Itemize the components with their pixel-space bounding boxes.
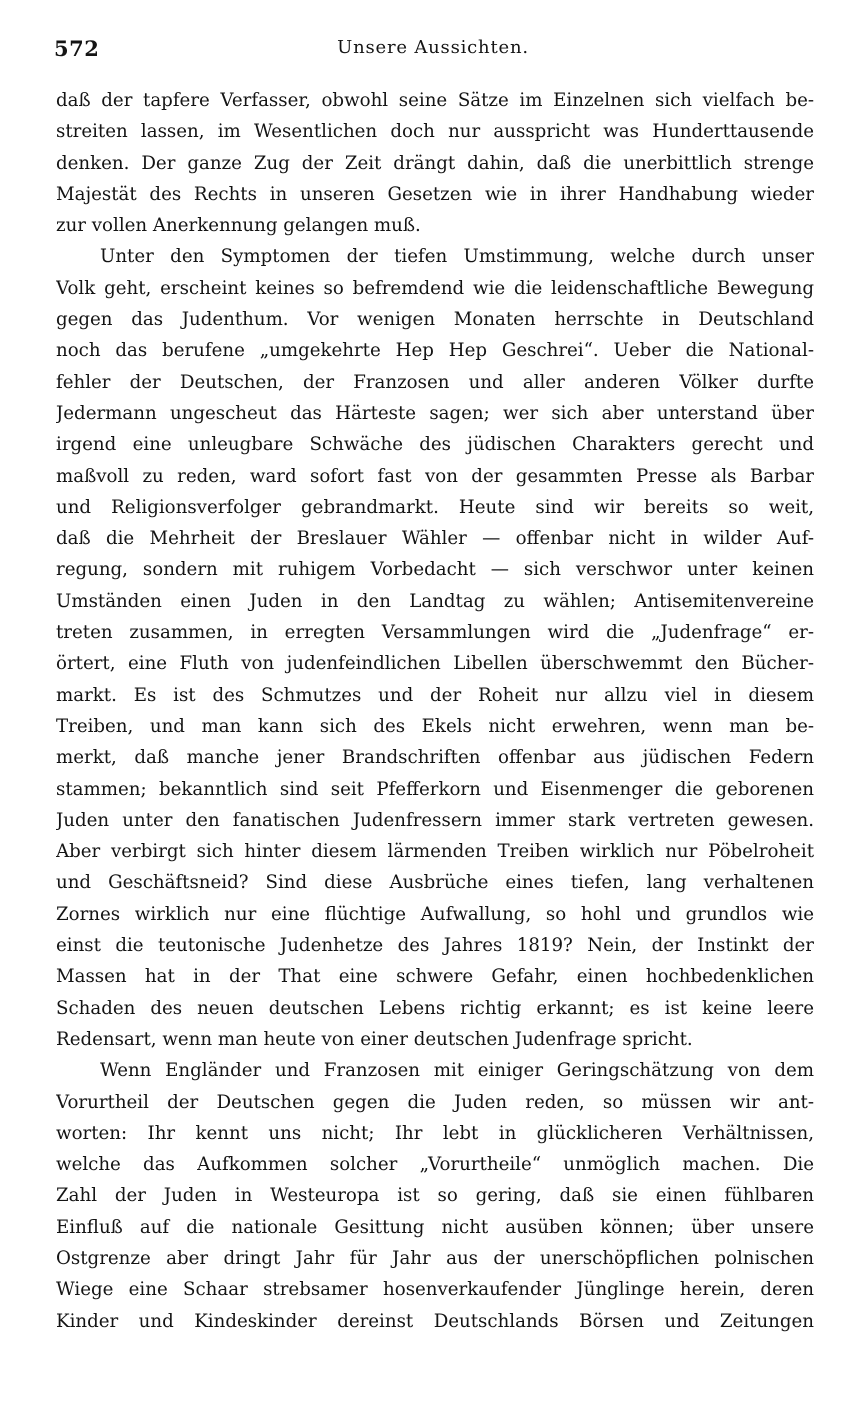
text-line: Redensart, wenn man heute von einer deutschen Judenfrage spricht. — [56, 1028, 693, 1050]
text-line: Einfluß auf die nationale Gesittung nicht ausüben können; über unsere — [56, 1216, 814, 1238]
text-line: Zornes wirklich nur eine flüchtige Aufwallung, so hohl und grundlos wie — [56, 903, 814, 925]
text-line: und Religionsverfolger gebrandmarkt. Heute sind wir bereits so weit, — [56, 496, 814, 518]
text-line: Unter den Symptomen der tiefen Umstimmung, welche durch unser — [100, 246, 814, 268]
text-line: Kinder und Kindeskinder dereinst Deutschlands Börsen und Zeitungen — [56, 1310, 814, 1332]
text-line: markt. Es ist des Schmutzes und der Roheit nur allzu viel in diesem — [56, 684, 814, 706]
text-line: maßvoll zu reden, ward sofort fast von der gesammten Presse als Barbar — [56, 465, 814, 487]
running-title: Unsere Aussichten. — [337, 37, 529, 58]
text-line: noch das berufene „umgekehrte Hep Hep Geschrei“. Ueber die National- — [56, 340, 814, 362]
text-line: treten zusammen, in erregten Versammlungen wird die „Judenfrage“ er- — [56, 622, 814, 644]
text-line: Jedermann ungescheut das Härteste sagen; wer sich aber unterstand über — [56, 402, 814, 424]
body-text — [56, 85, 814, 1337]
text-line: einst die teutonische Judenhetze des Jahres 1819? Nein, der Instinkt der — [56, 935, 814, 957]
page-header — [54, 30, 812, 70]
text-line: regung, sondern mit ruhigem Vorbedacht — sich verschwor unter keinen — [56, 559, 814, 581]
text-line: Zahl der Juden in Westeuropa ist so gering, daß sie einen fühlbaren — [56, 1185, 814, 1207]
text-line: daß der tapfere Verfasser, obwohl seine Sätze im Einzelnen sich vielfach be- — [56, 90, 814, 111]
text-line: Volk geht, erscheint keines so befremdend wie die leidenschaftliche Bewegung — [56, 277, 814, 299]
text-line: Juden unter den fanatischen Judenfressern immer stark vertreten gewesen. — [56, 809, 814, 831]
text-line: Umständen einen Juden in den Landtag zu wählen; Antisemitenvereine — [56, 590, 814, 612]
text-line: daß die Mehrheit der Breslauer Wähler — offenbar nicht in wilder Auf- — [56, 528, 814, 550]
text-line: irgend eine unleugbare Schwäche des jüdischen Charakters gerecht und — [56, 434, 814, 456]
text-line: gegen das Judenthum. Vor wenigen Monaten herrschte in Deutschland — [56, 309, 814, 331]
text-line: Wenn Engländer und Franzosen mit einiger Geringschätzung von dem — [100, 1060, 814, 1082]
text-line: worten: Ihr kennt uns nicht; Ihr lebt in glücklicheren Verhältnissen, — [56, 1122, 814, 1144]
text-line: fehler der Deutschen, der Franzosen und aller anderen Völker durfte — [56, 371, 814, 393]
text-line: Wiege eine Schaar strebsamer hosenverkaufender Jünglinge herein, deren — [56, 1279, 814, 1301]
text-line: Aber verbirgt sich hinter diesem lärmenden Treiben wirklich nur Pöbelroheit — [56, 841, 814, 863]
page-number: 572 — [54, 36, 100, 61]
text-line: Vorurtheil der Deutschen gegen die Juden reden, so müssen wir ant- — [56, 1091, 814, 1113]
paragraph — [56, 241, 814, 1055]
text-line: zur vollen Anerkennung gelangen muß. — [56, 215, 421, 237]
text-line: Majestät des Rechts in unseren Gesetzen wie in ihrer Handhabung wieder — [56, 183, 814, 205]
text-line: Ostgrenze aber dringt Jahr für Jahr aus der unerschöpflichen polnischen — [56, 1247, 814, 1269]
text-line: örtert, eine Fluth von judenfeindlichen Libellen überschwemmt den Bücher- — [56, 653, 814, 675]
paragraph — [56, 85, 814, 241]
paragraph — [56, 1055, 814, 1337]
text-line: Treiben, und man kann sich des Ekels nicht erwehren, wenn man be- — [56, 715, 814, 737]
text-line: merkt, daß manche jener Brandschriften offenbar aus jüdischen Federn — [56, 747, 814, 769]
text-line: stammen; bekanntlich sind seit Pfefferkorn und Eisenmenger die geborenen — [56, 778, 814, 800]
text-line: Massen hat in der That eine schwere Gefahr, einen hochbedenklichen — [56, 966, 814, 988]
text-line: denken. Der ganze Zug der Zeit drängt dahin, daß die unerbittlich strenge — [56, 152, 814, 174]
text-line: Schaden des neuen deutschen Lebens richtig erkannt; es ist keine leere — [56, 997, 814, 1019]
text-line: welche das Aufkommen solcher „Vorurtheile“ unmöglich machen. Die — [56, 1154, 814, 1176]
text-line: und Geschäftsneid? Sind diese Ausbrüche eines tiefen, lang verhaltenen — [56, 872, 814, 894]
text-line: streiten lassen, im Wesentlichen doch nur ausspricht was Hunderttausende — [56, 121, 814, 143]
